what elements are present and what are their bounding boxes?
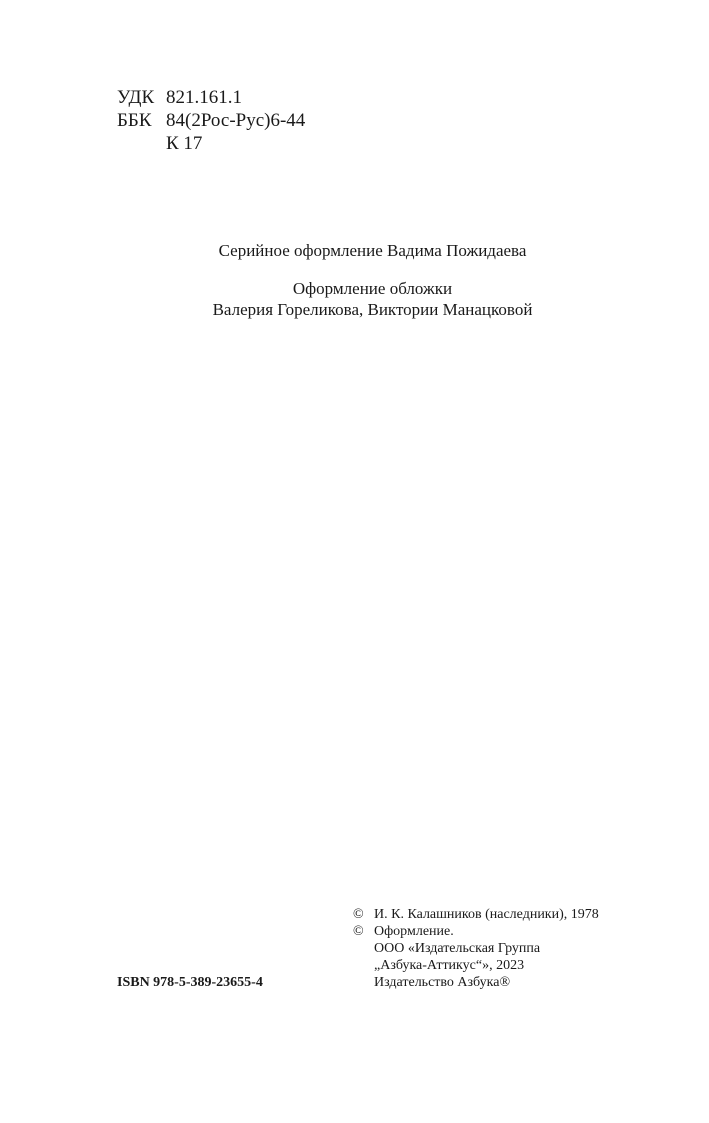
udk-value: 821.161.1 <box>166 87 242 108</box>
bbk-row <box>117 109 305 132</box>
copyright-design-text: Оформление. <box>374 924 454 939</box>
copyright-design-line <box>353 923 599 940</box>
publisher-line-1: ООО «Издательская Группа <box>374 941 541 956</box>
classification-block <box>117 86 305 155</box>
cover-design-authors: Валерия Гореликова, Виктории Манацковой <box>212 300 533 319</box>
bbk-label: ББК <box>117 110 152 131</box>
cover-design-title: Оформление обложки <box>292 279 453 298</box>
isbn: ISBN 978-5-389-23655-4 <box>117 975 263 990</box>
series-design-credit <box>0 240 709 261</box>
author-sign-row <box>117 132 305 155</box>
cover-design-credit <box>0 278 709 320</box>
publisher-line-2: „Азбука-Аттикус“», 2023 <box>374 958 525 973</box>
bbk-value: 84(2Рос-Рус)6-44 <box>166 110 306 131</box>
author-sign: К 17 <box>166 133 203 154</box>
copyright-block <box>353 906 599 991</box>
copyright-symbol: © <box>353 907 364 922</box>
copyright-author-text: И. К. Калашников (наследники), 1978 <box>374 907 599 922</box>
series-design-text: Серийное оформление Вадима Пожидаева <box>218 241 527 260</box>
udk-row <box>117 86 305 109</box>
udk-label: УДК <box>117 87 155 108</box>
copyright-symbol: © <box>353 924 364 939</box>
publisher-line-3: Издательство Азбука® <box>374 975 511 990</box>
copyright-author-line <box>353 906 599 923</box>
